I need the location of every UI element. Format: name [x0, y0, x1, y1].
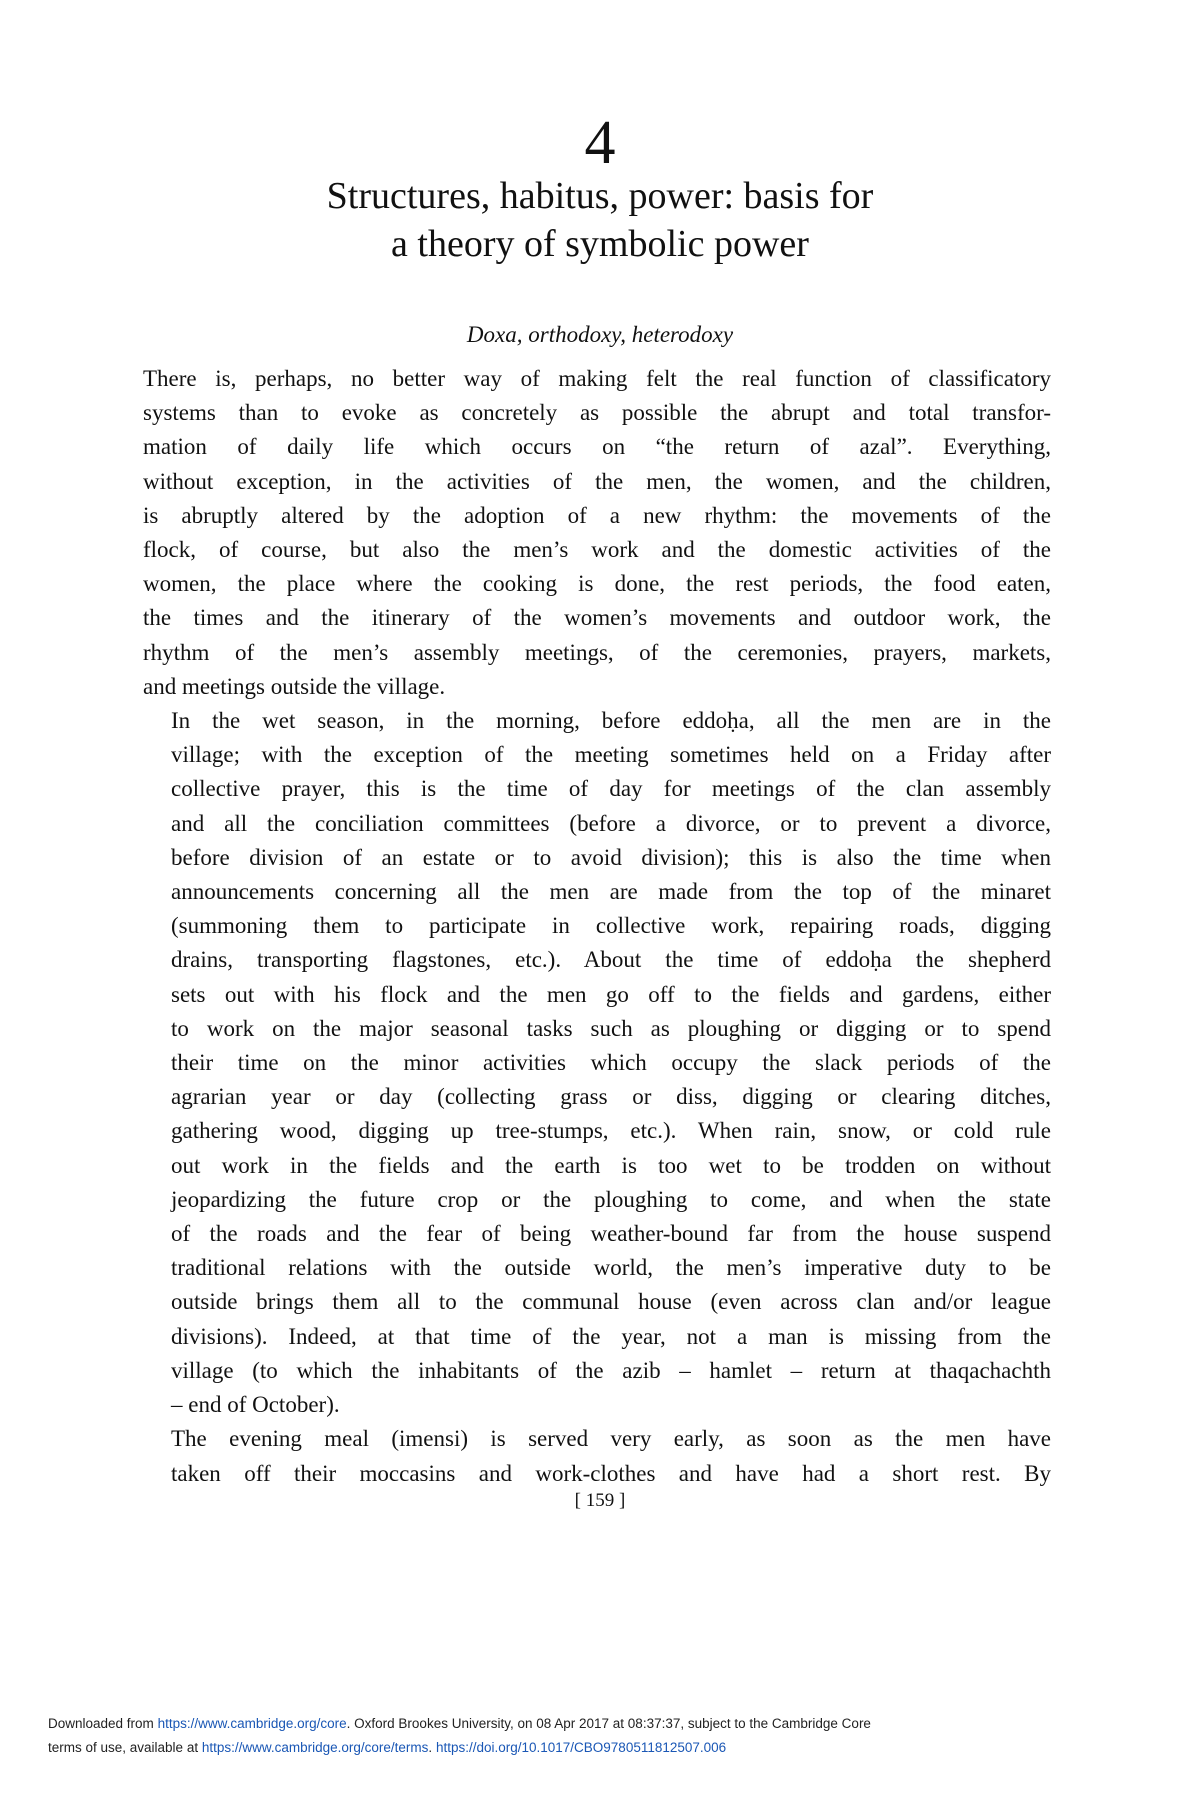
text-line: mation of daily life which occurs on “the return of azal”. Everything, — [143, 434, 1051, 460]
text-line: There is, perhaps, no better way of making felt the real function of classificatory — [143, 366, 1051, 391]
footer-download-info: . Oxford Brookes University, on 08 Apr 2017 at 08:37:37, subject to the Cambridge Core — [346, 1716, 871, 1731]
footer-line-2 — [48, 1736, 1168, 1760]
text-line: The evening meal (imensi) is served very early, as soon as the men have — [171, 1426, 1051, 1452]
text-line: collective prayer, this is the time of day for meetings of the clan assembly — [171, 776, 1051, 802]
text-line: and meetings outside the village. — [143, 673, 446, 699]
chapter-title-line-2: a theory of symbolic power — [391, 223, 809, 265]
chapter-title-line-1: Structures, habitus, power: basis for — [326, 175, 874, 217]
text-line: gathering wood, digging up tree-stumps, etc.). When rain, snow, or cold rule — [171, 1118, 1051, 1144]
text-line: In the wet season, in the morning, before eddoḥa, all the men are in the — [171, 708, 1051, 734]
paragraph — [143, 704, 1051, 1422]
text-line: their time on the minor activities which occupy the slack periods of the — [171, 1050, 1051, 1076]
text-line: rhythm of the men’s assembly meetings, of the ceremonies, prayers, markets, — [143, 639, 1051, 665]
text-line: of the roads and the fear of being weather-bound far from the house suspend — [171, 1221, 1051, 1247]
text-line: to work on the major seasonal tasks such as ploughing or digging or to spend — [171, 1015, 1051, 1041]
text-line: without exception, in the activities of the men, the women, and the children, — [143, 468, 1051, 494]
paragraph — [143, 1422, 1051, 1490]
text-line: taken off their moccasins and work-clothes and have had a short rest. By — [171, 1460, 1051, 1486]
text-line: is abruptly altered by the adoption of a new rhythm: the movements of the — [143, 502, 1051, 528]
text-line: flock, of course, but also the men’s work and the domestic activities of the — [143, 537, 1051, 563]
text-line: out work in the fields and the earth is too wet to be trodden on without — [171, 1152, 1051, 1178]
text-line: (summoning them to participate in collective work, repairing roads, digging — [171, 913, 1051, 939]
page-number: [ 159 ] — [574, 1490, 626, 1511]
terms-link[interactable]: https://www.cambridge.org/core/terms — [201, 1740, 429, 1755]
footer-terms-prefix: terms of use, available at — [48, 1740, 202, 1755]
text-line: jeopardizing the future crop or the ploughing to come, and when the state — [171, 1186, 1051, 1212]
text-line: agrarian year or day (collecting grass or diss, digging or clearing ditches, — [171, 1084, 1051, 1110]
text-line: the times and the itinerary of the women’s movements and outdoor work, the — [143, 605, 1051, 631]
text-line: drains, transporting flagstones, etc.). About the time of eddoḥa the shepherd — [171, 947, 1051, 973]
body-text — [143, 362, 1051, 1491]
footer-separator: . — [428, 1740, 436, 1755]
text-line: systems than to evoke as concretely as possible the abrupt and total transfor- — [143, 400, 1051, 426]
text-line: village; with the exception of the meeting sometimes held on a Friday after — [171, 742, 1051, 768]
text-line: divisions). Indeed, at that time of the year, not a man is missing from the — [171, 1323, 1051, 1349]
section-heading: Doxa, orthodoxy, heterodoxy — [466, 322, 734, 347]
text-line: village (to which the inhabitants of the azib – hamlet – return at thaqachachth — [171, 1357, 1051, 1383]
footer-line-1 — [48, 1712, 1168, 1736]
text-line: outside brings them all to the communal house (even across clan and/or league — [171, 1289, 1051, 1315]
text-line: traditional relations with the outside world, the men’s imperative duty to be — [171, 1255, 1051, 1281]
text-line: announcements concerning all the men are made from the top of the minaret — [171, 879, 1051, 905]
text-line: women, the place where the cooking is done, the rest periods, the food eaten, — [143, 571, 1051, 597]
text-line: sets out with his flock and the men go off to the fields and gardens, either — [171, 981, 1051, 1007]
chapter-number: 4 — [584, 109, 616, 177]
download-footer — [48, 1712, 1168, 1760]
chapter-title — [0, 172, 1200, 268]
doi-link[interactable]: https://doi.org/10.1017/CBO9780511812507.006 — [435, 1740, 727, 1755]
text-line: before division of an estate or to avoid division); this is also the time when — [171, 844, 1051, 870]
text-line: and all the conciliation committees (before a divorce, or to prevent a divorce, — [171, 810, 1051, 836]
paragraph — [143, 362, 1051, 704]
text-line: – end of October). — [171, 1392, 340, 1418]
footer-prefix: Downloaded from — [48, 1716, 158, 1731]
cambridge-core-link[interactable]: https://www.cambridge.org/core — [157, 1716, 347, 1731]
